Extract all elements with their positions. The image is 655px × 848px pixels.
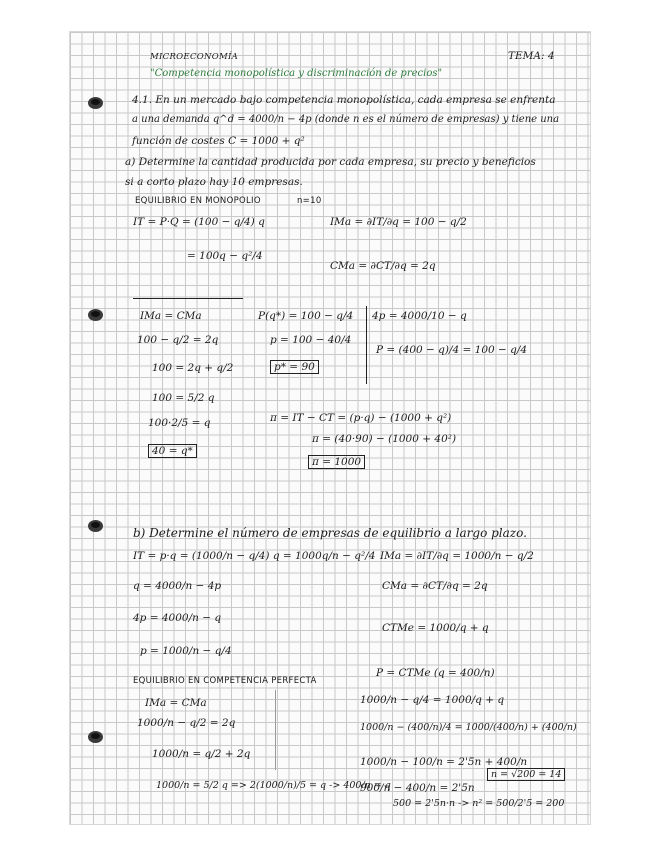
lr-right-4: 900/n − 400/n = 2'5n [360,782,475,794]
profit-substitution: π = (40·90) − (1000 + 40²) [312,433,457,445]
cmg-expression-b: CMa = ∂CT/∂q = 2q [382,580,488,592]
subject-title: MICROECONOMÍA [150,52,239,62]
img-expression-b: IMa = ∂IT/∂q = 1000/n − q/2 [380,550,534,562]
step-1: 100 − q/2 = 2q [137,334,219,346]
n-result: n = √200 = 14 [487,768,565,781]
lr-step-2: 1000/n = q/2 + 2q [152,748,251,760]
demand-b: q = 4000/n − 4p [133,580,222,592]
divider-line [366,306,367,384]
price-equals-cme: P = CTMe (q = 400/n) [376,667,495,679]
binder-hole [88,309,103,321]
lr-step-3: 1000/n = 5/2 q => 2(1000/n)/5 = q -> 400/n = q [156,780,391,791]
perfect-competition-heading: EQUILIBRIO EN COMPETENCIA PERFECTA [133,676,317,686]
it-expanded: = 100q − q²/4 [187,250,263,262]
lr-right-3: 1000/n − 100/n = 2'5n + 400/n [360,756,528,768]
cme-expression-b: CTMe = 1000/q + q [382,622,489,634]
part-a-line-2: si a corto plazo hay 10 empresas. [125,176,303,188]
dotted-divider [275,690,276,770]
q-result: 40 = q* [148,444,197,458]
profit-result: π = 1000 [308,455,365,469]
price-substitution: p = 100 − 40/4 [270,334,352,346]
binder-hole [88,520,103,532]
lr-right-2: 1000/n − (400/n)/4 = 1000/(400/n) + (400/n) [360,722,577,733]
profit-formula: π = IT − CT = (p·q) − (1000 + q²) [270,412,452,424]
lr-right-5: 500 = 2'5n·n -> n² = 500/2'5 = 200 [393,798,565,809]
it-expression: IT = P·Q = (100 − q/4) q [133,216,265,228]
equilibrium-condition-b: IMa = CMa [145,697,207,709]
problem-line-2: a una demanda q^d = 4000/n − 4p (donde n es el número de empresas) y tiene una [132,114,560,125]
inverse-b-2: p = 1000/n − q/4 [140,645,232,657]
inverse-demand-1: 4p = 4000/10 − q [372,310,467,322]
problem-line-1: 4.1. En un mercado bajo competencia monopolística, cada empresa se enfrenta [132,94,556,106]
part-a-line-1: a) Determine la cantidad producida por cada empresa, su precio y beneficios [125,156,536,168]
monopoly-heading: EQUILIBRIO EN MONOPOLIO [135,196,261,206]
binder-hole [88,731,103,743]
lr-right-1: 1000/n − q/4 = 1000/q + q [360,694,505,706]
equilibrium-condition: IMa = CMa [140,310,202,322]
img-expression: IMa = ∂IT/∂q = 100 − q/2 [330,216,467,228]
lr-step-1: 1000/n − q/2 = 2q [137,717,236,729]
binder-hole [88,97,103,109]
price-result: p* = 90 [270,360,319,374]
inverse-demand-2: P = (400 − q)/4 = 100 − q/4 [376,344,528,356]
step-3: 100 = 5/2 q [152,392,215,404]
problem-line-3: función de costes C = 1000 + q² [132,135,305,147]
it-expression-b: IT = p·q = (1000/n − q/4) q = 1000q/n − q²/4 [133,550,376,562]
chapter-title: "Competencia monopolística y discriminación de precios" [150,68,443,79]
cmg-expression: CMa = ∂CT/∂q = 2q [330,260,436,272]
tema-label: TEMA: 4 [508,50,555,62]
n-value: n=10 [297,196,322,206]
separator-line [133,298,243,299]
part-b-title: b) Determine el número de empresas de equilibrio a largo plazo. [133,526,527,540]
price-formula: P(q*) = 100 − q/4 [258,310,354,322]
step-2: 100 = 2q + q/2 [152,362,234,374]
inverse-b-1: 4p = 4000/n − q [133,612,222,624]
step-4: 100·2/5 = q [148,417,211,429]
